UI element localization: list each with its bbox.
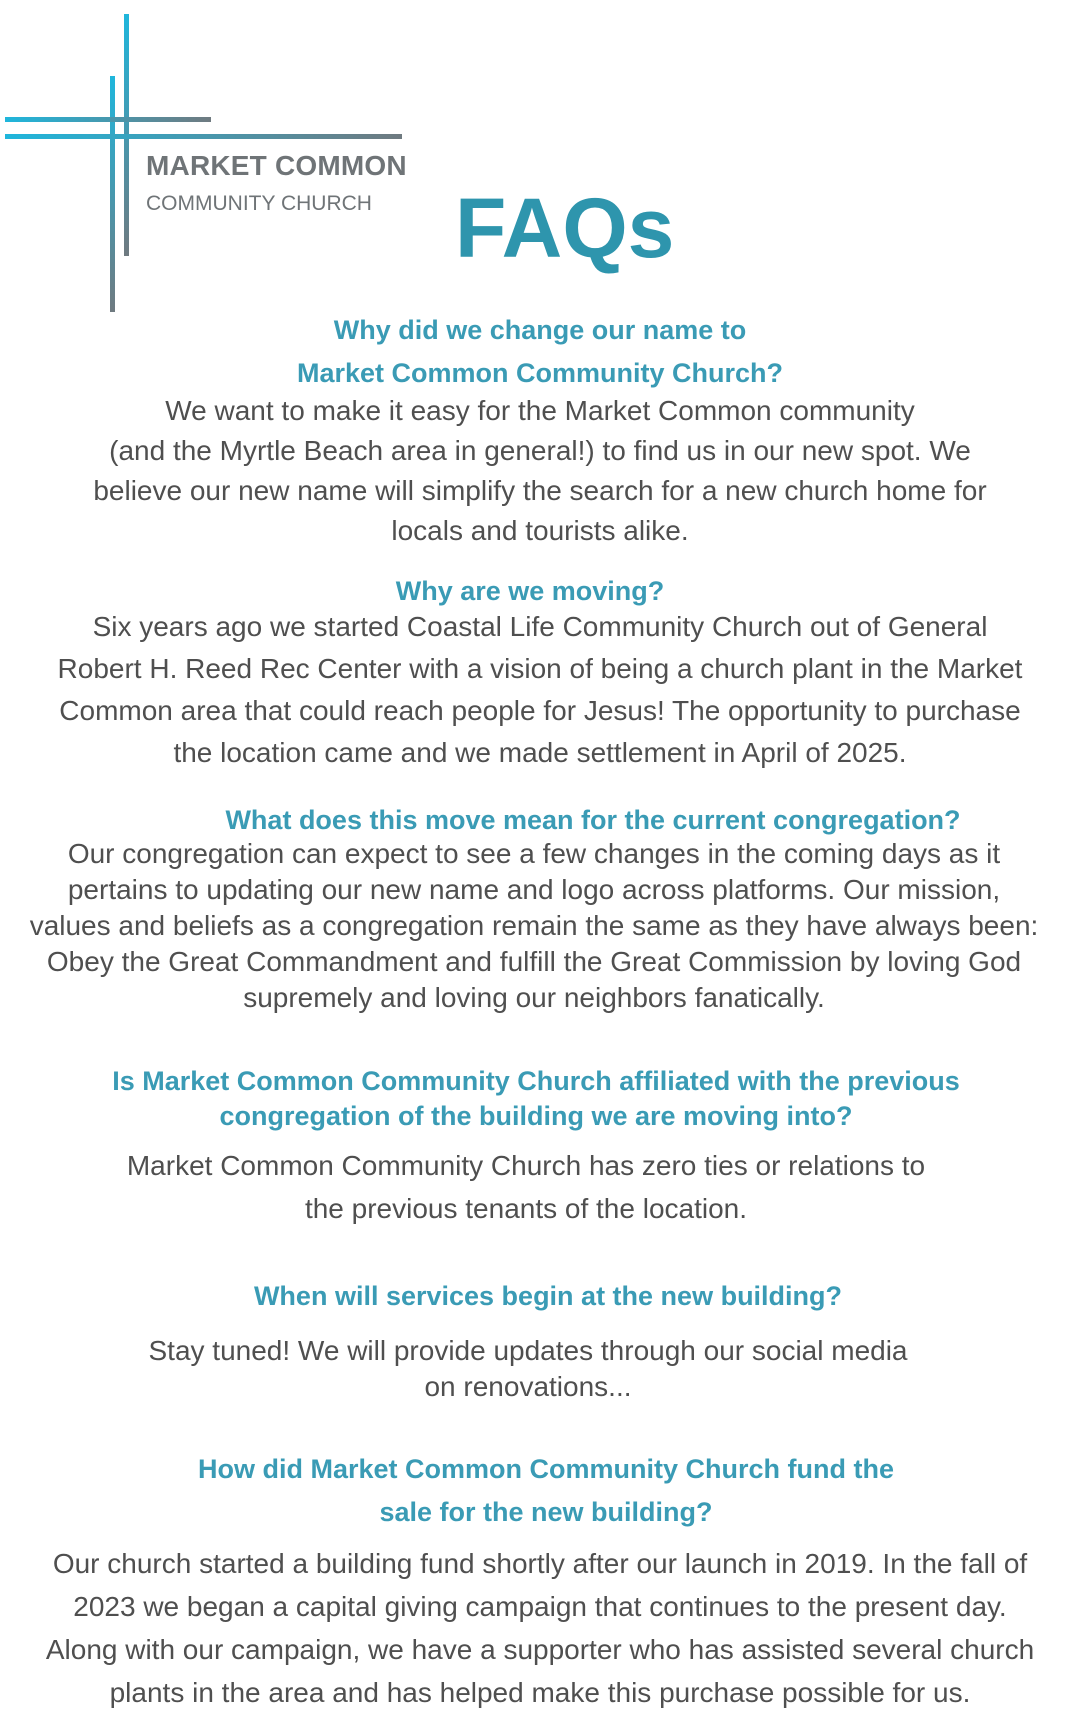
answer-line: locals and tourists alike. [391, 515, 689, 546]
faq-answer [0, 391, 1080, 551]
answer-line: Market Common Community Church has zero ties or relations to [126, 1150, 926, 1181]
answer-line: the previous tenants of the location. [304, 1193, 748, 1224]
answer-line: values and beliefs as a congregation remain the same as they have always been: [29, 910, 1039, 941]
answer-line: Along with our campaign, we have a supporter who has assisted several church [45, 1634, 1035, 1665]
answer-line: Six years ago we started Coastal Life Community Church out of General [92, 611, 988, 642]
logo-subtitle: COMMUNITY CHURCH [146, 192, 372, 215]
question-line: Why are we moving? [395, 576, 665, 606]
faq-question [0, 571, 1070, 611]
question-line: Market Common Community Church? [296, 358, 784, 388]
answer-line: We want to make it easy for the Market Common community [165, 395, 915, 426]
answer-line: Our congregation can expect to see a few changes in the coming days as it [67, 838, 1001, 869]
answer-line: Robert H. Reed Rec Center with a vision of being a church plant in the Market [57, 653, 1023, 684]
faq-question [6, 1448, 1080, 1534]
answer-line: Our church started a building fund shortly after our launch in 2019. In the fall of [52, 1548, 1028, 1579]
faq-question [0, 1064, 1076, 1134]
faq-question [8, 1276, 1080, 1316]
question-line: Is Market Common Community Church affiliated with the previous [112, 1066, 960, 1096]
answer-line: on renovations... [424, 1371, 632, 1402]
faq-answer [0, 606, 1080, 774]
faq-question [53, 800, 1080, 840]
faq-answer [0, 1542, 1080, 1714]
faq-question [0, 309, 1080, 395]
question-line: Why did we change our name to [333, 315, 747, 345]
answer-line: supremely and loving our neighbors fanatically. [243, 982, 825, 1013]
answer-line: believe our new name will simplify the search for a new church home for [93, 475, 987, 506]
page-title: FAQs [455, 181, 675, 275]
answer-line: Stay tuned! We will provide updates through our social media [148, 1335, 908, 1366]
question-line: congregation of the building we are moving into? [219, 1101, 853, 1131]
answer-line: Common area that could reach people for Jesus! The opportunity to purchase [59, 695, 1021, 726]
answer-line: plants in the area and has helped make this purchase possible for us. [109, 1677, 971, 1708]
logo-name: MARKET COMMON [146, 150, 407, 181]
answer-line: (and the Myrtle Beach area in general!) to find us in our new spot. We [109, 435, 971, 466]
answer-line: Obey the Great Commandment and fulfill the Great Commission by loving God [46, 946, 1022, 977]
question-line: How did Market Common Community Church fund the [198, 1454, 894, 1484]
answer-line: pertains to updating our new name and logo across platforms. Our mission, [67, 874, 1001, 905]
question-line: What does this move mean for the current congregation? [225, 805, 961, 835]
faq-answer [0, 1333, 1068, 1405]
faq-answer [0, 1144, 1066, 1230]
question-line: When will services begin at the new building? [253, 1281, 843, 1311]
answer-line: the location came and we made settlement in April of 2025. [173, 737, 907, 768]
answer-line: 2023 we began a capital giving campaign that continues to the present day. [73, 1591, 1007, 1622]
faq-answer [0, 836, 1074, 1016]
question-line: sale for the new building? [379, 1497, 713, 1527]
